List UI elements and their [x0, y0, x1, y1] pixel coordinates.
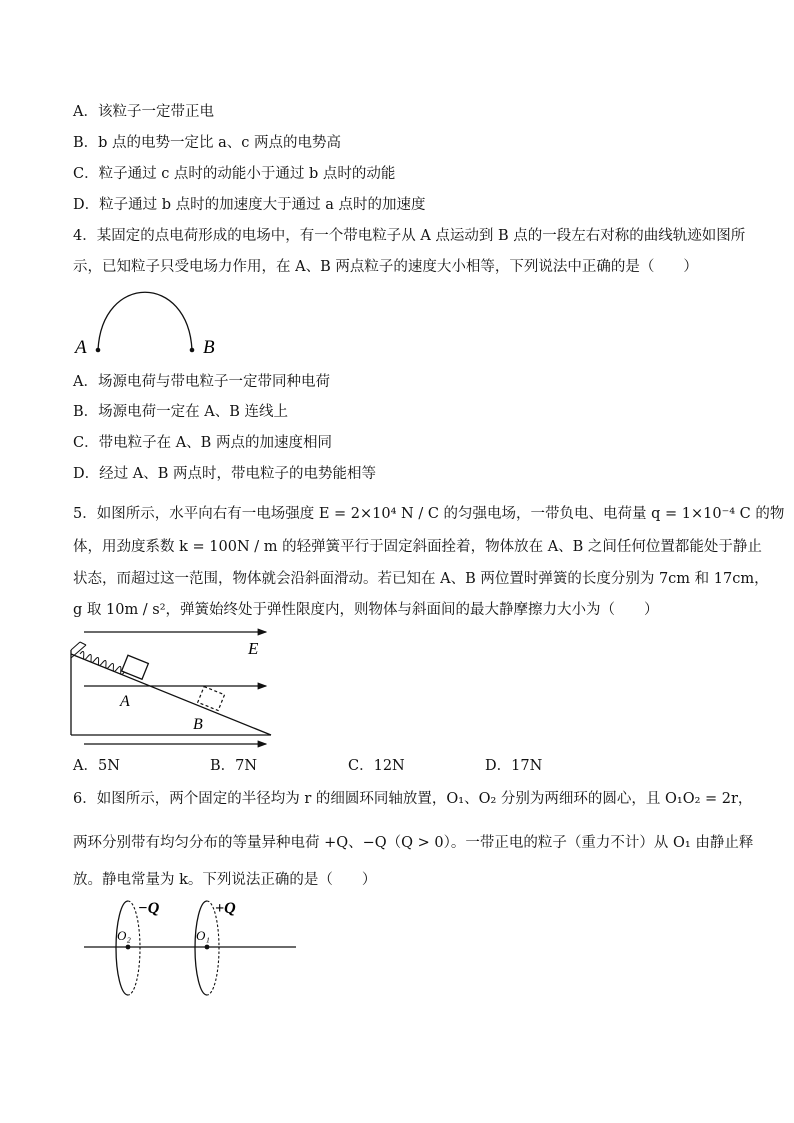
q3-option-b: B．b 点的电势一定比 a、c 两点的电势高: [73, 135, 342, 151]
q5-stem-line-2: 体，用劲度系数 k = 100N / m 的轻弹簧平行于固定斜面拴着，物体放在 A、B 之间任何位置都能处于静止: [73, 539, 762, 555]
q6-stem-line-3: 放。静电常量为 k。下列说法正确的是（ ）: [73, 872, 377, 888]
q5-option-b: B．7N: [210, 758, 258, 774]
label-a: A: [75, 337, 87, 358]
label-pos-q: +Q: [215, 900, 236, 917]
q5-option-d: D．17N: [485, 758, 543, 774]
q5-option-c: C．12N: [348, 758, 405, 774]
center-o1: [205, 945, 210, 950]
q5-stem-line-4: g 取 10m / s²，弹簧始终处于弹性限度内，则物体与斜面间的最大静摩擦力大小为（ ）: [73, 602, 659, 618]
q4-stem-line-1: 4．某固定的点电荷形成的电场中，有一个带电粒子从 A 点运动到 B 点的一段左右对称的曲线轨迹如图所: [73, 228, 746, 244]
q4-trajectory-figure: [70, 285, 230, 360]
q4-option-c: C．带电粒子在 A、B 两点的加速度相同: [73, 435, 332, 451]
q4-stem-line-2: 示，已知粒子只受电场力作用，在 A、B 两点粒子的速度大小相等，下列说法中正确的是（ ）: [73, 259, 698, 275]
label-o1: O₁: [196, 928, 210, 943]
q5-option-a: A．5N: [73, 758, 120, 774]
label-b: B: [203, 337, 215, 358]
point-b: [190, 348, 195, 353]
point-a: [96, 348, 101, 353]
label-a: A: [120, 693, 130, 710]
trajectory-curve: [98, 292, 192, 350]
q3-option-a: A．该粒子一定带正电: [73, 104, 214, 120]
q5-stem-line-1: 5．如图所示，水平向右有一电场强度 E = 2×10⁴ N / C 的匀强电场，一带负电、电荷量 q = 1×10⁻⁴ C 的物: [73, 506, 785, 522]
center-o2: [126, 945, 131, 950]
incline-slope: [71, 654, 271, 735]
q3-option-c: C．粒子通过 c 点时的动能小于通过 b 点时的动能: [73, 166, 396, 182]
q4-option-b: B．场源电荷一定在 A、B 连线上: [73, 404, 288, 420]
q6-stem-line-2: 两环分别带有均匀分布的等量异种电荷 +Q、−Q（Q > 0）。一带正电的粒子（重力不计）从 O₁ 由静止释: [73, 835, 754, 851]
q5-stem-line-3: 状态，而超过这一范围，物体就会沿斜面滑动。若已知在 A、B 两位置时弹簧的长度分别为 7cm 和 17cm，: [73, 571, 769, 587]
label-b: B: [193, 716, 203, 733]
q4-option-d: D．经过 A、B 两点时，带电粒子的电势能相等: [73, 466, 376, 482]
spring: [79, 651, 126, 675]
label-e: E: [248, 639, 259, 658]
q3-option-d: D．粒子通过 b 点时的加速度大于通过 a 点时的加速度: [73, 197, 426, 213]
label-neg-q: −Q: [138, 900, 160, 917]
label-o2: O₂: [117, 928, 131, 943]
q4-option-a: A．场源电荷与带电粒子一定带同种电荷: [73, 374, 330, 390]
q6-stem-line-1: 6．如图所示，两个固定的半径均为 r 的细圆环同轴放置，O₁、O₂ 分别为两细环的圆心，且 O₁O₂ = 2r，: [73, 791, 753, 807]
q6-rings-figure: [80, 895, 300, 1000]
q5-incline-figure: [66, 624, 276, 750]
